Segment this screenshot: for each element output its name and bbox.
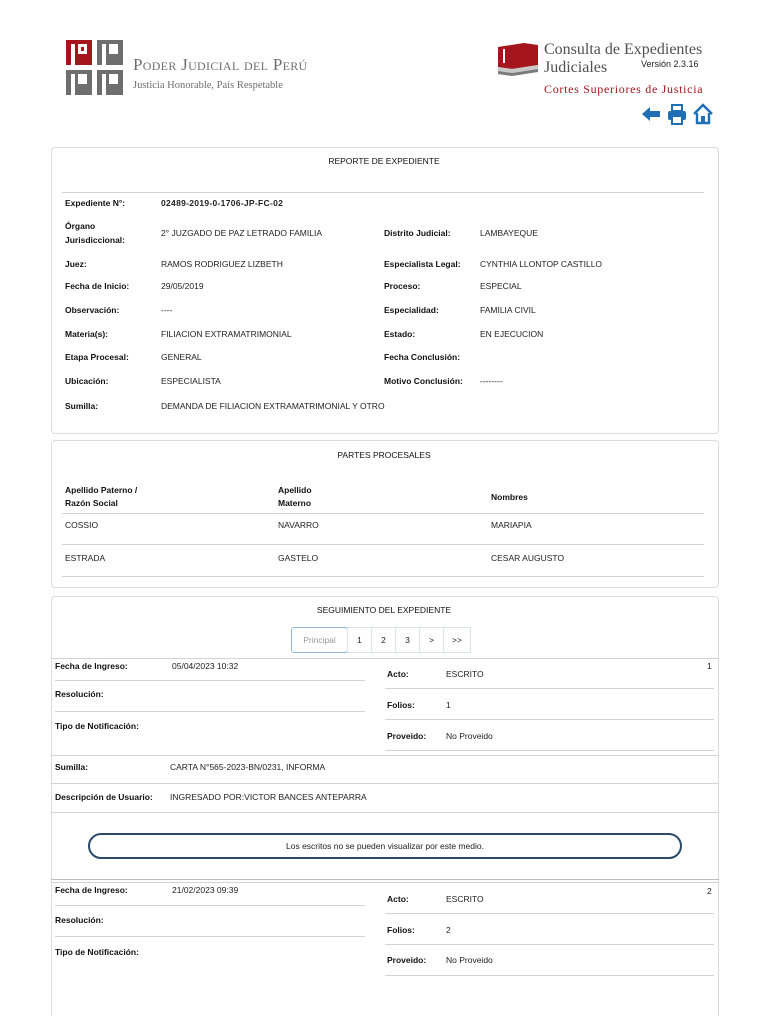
report-title: REPORTE DE EXPEDIENTE (328, 156, 440, 166)
proveido-label: Proveido: (387, 731, 427, 741)
motivo-label: Motivo Conclusión: (384, 376, 463, 386)
proceso-value: ESPECIAL (480, 281, 522, 291)
divider (62, 513, 704, 514)
divider (51, 783, 719, 784)
folios-value: 1 (446, 700, 451, 710)
brand-subtitle: Justicia Honorable, País Respetable (133, 80, 283, 91)
cej-version: Versión 2.3.16 (641, 59, 699, 69)
divider (385, 944, 714, 945)
divider (55, 936, 365, 937)
descripcion-label: Descripción de Usuario: (55, 792, 153, 802)
divider (51, 879, 719, 880)
divider (62, 192, 704, 193)
seguimiento-panel (51, 596, 719, 1016)
partes-panel (51, 440, 719, 588)
observacion-value: ---- (161, 305, 173, 315)
ubicacion-label: Ubicación: (65, 376, 109, 386)
home-icon[interactable] (692, 103, 714, 125)
divider (51, 882, 719, 883)
resolucion-label: Resolución: (55, 915, 104, 925)
table-row-paterno: COSSIO (65, 520, 99, 530)
divider (62, 544, 704, 545)
proceso-label: Proceso: (384, 281, 421, 291)
seguimiento-title: SEGUIMIENTO DEL EXPEDIENTE (316, 605, 452, 615)
sumilla-label: Sumilla: (65, 401, 99, 411)
fecha-inicio-label: Fecha de Inicio: (65, 281, 130, 291)
cej-cortes: Cortes Superiores de Justicia (544, 82, 704, 96)
sumilla-value: DEMANDA DE FILIACION EXTRAMATRIMONIAL Y OTRO (161, 401, 385, 411)
distrito-value: LAMBAYEQUE (480, 228, 538, 238)
table-row-materno: NAVARRO (278, 520, 319, 530)
estado-label: Estado: (384, 329, 416, 339)
fecha-ingreso-label: Fecha de Ingreso: (55, 661, 128, 671)
expediente-value: 02489-2019-0-1706-JP-FC-02 (161, 198, 284, 208)
cej-title-line2: Judiciales (544, 59, 608, 76)
organo-label-2: Jurisdiccional: (65, 235, 125, 245)
proveido-value: No Proveido (446, 955, 493, 965)
divider (55, 711, 365, 712)
cej-logo (494, 41, 540, 77)
col-paterno-header-2: Razón Social (65, 498, 118, 508)
materia-value: FILIACION EXTRAMATRIMONIAL (161, 329, 292, 339)
folios-label: Folios: (387, 925, 415, 935)
divider (385, 719, 714, 720)
fecha-conclusion-label: Fecha Conclusión: (384, 352, 461, 362)
juez-label: Juez: (65, 259, 87, 269)
pager-principal[interactable]: Principal (291, 627, 348, 653)
etapa-label: Etapa Procesal: (65, 352, 129, 362)
especialista-label: Especialista Legal: (384, 259, 461, 269)
divider (51, 755, 719, 756)
juez-value: RAMOS RODRIGUEZ LIZBETH (161, 259, 283, 269)
divider (385, 975, 714, 976)
especialidad-value: FAMILIA CIVIL (480, 305, 536, 315)
folios-label: Folios: (387, 700, 415, 710)
divider (385, 913, 714, 914)
proveido-label: Proveido: (387, 955, 427, 965)
descripcion-value: INGRESADO POR:VICTOR BANCES ANTEPARRA (170, 792, 367, 802)
table-row-nombres: MARIAPIA (491, 520, 532, 530)
materia-label: Materia(s): (65, 329, 108, 339)
organo-value: 2° JUZGADO DE PAZ LETRADO FAMILIA (161, 228, 322, 238)
nav-icons (640, 103, 716, 125)
acto-value: ESCRITO (446, 894, 484, 904)
poder-judicial-logo (66, 40, 123, 95)
acto-label: Acto: (387, 669, 409, 679)
proveido-value: No Proveido (446, 731, 493, 741)
folios-value: 2 (446, 925, 451, 935)
divider (55, 905, 365, 906)
brand-title: Poder Judicial del Perú (133, 55, 308, 74)
back-arrow-icon[interactable] (640, 103, 662, 125)
pager-page-2[interactable]: 2 (371, 627, 396, 653)
fecha-ingreso-value: 21/02/2023 09:39 (172, 885, 239, 895)
especialidad-label: Especialidad: (384, 305, 439, 315)
entry-index: 1 (707, 661, 712, 671)
table-row-materno: GASTELO (278, 553, 319, 563)
pager-page-3[interactable]: 3 (395, 627, 420, 653)
resolucion-label: Resolución: (55, 689, 104, 699)
divider (62, 576, 704, 577)
divider (51, 812, 719, 813)
divider (51, 658, 719, 659)
escritos-notice: Los escritos no se pueden visualizar por este medio. (88, 833, 682, 859)
tipo-notificacion-label: Tipo de Notificación: (55, 721, 139, 731)
distrito-label: Distrito Judicial: (384, 228, 451, 238)
partes-title: PARTES PROCESALES (337, 450, 431, 460)
col-paterno-header-1: Apellido Paterno / (65, 485, 138, 495)
divider (55, 680, 365, 681)
col-nombres-header: Nombres (491, 492, 528, 502)
cej-title: Consulta de Expedientes (544, 41, 703, 58)
acto-value: ESCRITO (446, 669, 484, 679)
pager-page-1[interactable]: 1 (347, 627, 372, 653)
sumilla-label: Sumilla: (55, 762, 89, 772)
divider (385, 688, 714, 689)
observacion-label: Observación: (65, 305, 120, 315)
fecha-inicio-value: 29/05/2019 (161, 281, 204, 291)
especialista-value: CYNTHIA LLONTOP CASTILLO (480, 259, 603, 269)
table-row-paterno: ESTRADA (65, 553, 106, 563)
col-materno-header-2: Materno (278, 498, 312, 508)
expediente-label: Expediente N°: (65, 198, 126, 208)
fecha-ingreso-value: 05/04/2023 10:32 (172, 661, 239, 671)
tipo-notificacion-label: Tipo de Notificación: (55, 947, 139, 957)
col-materno-header-1: Apellido (278, 485, 312, 495)
organo-label-1: Órgano (65, 221, 96, 231)
estado-value: EN EJECUCION (480, 329, 544, 339)
ubicacion-value: ESPECIALISTA (161, 376, 221, 386)
acto-label: Acto: (387, 894, 409, 904)
print-icon[interactable] (666, 103, 688, 125)
page-header (0, 0, 768, 140)
etapa-value: GENERAL (161, 352, 202, 362)
motivo-value: -------- (480, 376, 503, 386)
divider (385, 750, 714, 751)
table-row-nombres: CESAR AUGUSTO (491, 553, 565, 563)
entry-index: 2 (707, 886, 712, 896)
pager-next[interactable]: > (419, 627, 444, 653)
fecha-ingreso-label: Fecha de Ingreso: (55, 885, 128, 895)
pager-last[interactable]: >> (443, 627, 471, 653)
sumilla-value: CARTA N°565-2023-BN/0231, INFORMA (170, 762, 326, 772)
pagination (291, 627, 471, 653)
